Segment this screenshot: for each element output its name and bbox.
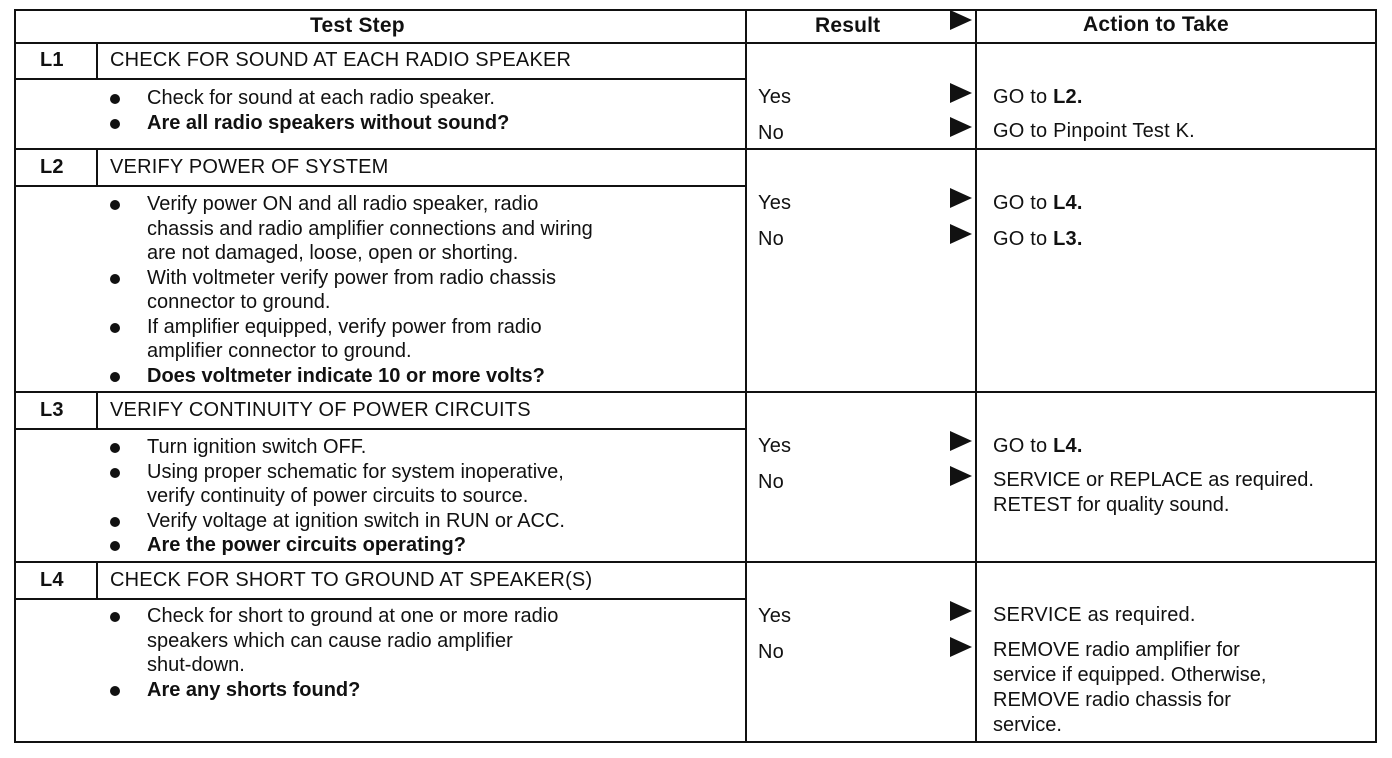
- row-divider: [14, 391, 1377, 393]
- list-item: [110, 111, 730, 136]
- step-bullets: [110, 192, 730, 388]
- l4-title-bottom: [14, 598, 746, 600]
- arrow-icon: [950, 431, 972, 451]
- action-no: SERVICE or REPLACE as required. RETEST for quality sound.: [993, 469, 1314, 516]
- bullet-text: Turn ignition switch OFF.: [147, 436, 367, 458]
- bullet-icon: [110, 686, 120, 696]
- step-id: L4: [40, 569, 64, 591]
- list-item: [110, 533, 730, 558]
- step-bullets: [110, 435, 730, 558]
- action-yes: GO to L4.: [993, 192, 1083, 214]
- bullet-text: Check for short to ground at one or more radio speakers which can cause radio amplifier shut-down.: [147, 605, 559, 676]
- action-no: GO to Pinpoint Test K.: [993, 120, 1195, 142]
- row-divider: [14, 561, 1377, 563]
- bullet-question: Does voltmeter indicate 10 or more volts?: [147, 364, 545, 387]
- table-bottom-border: [14, 741, 1377, 743]
- result-yes: Yes: [758, 605, 792, 627]
- arrow-icon: [950, 224, 972, 244]
- step-id: L1: [40, 49, 64, 71]
- step-title: CHECK FOR SOUND AT EACH RADIO SPEAKER: [110, 49, 572, 71]
- list-item: [110, 192, 730, 266]
- step-title: CHECK FOR SHORT TO GROUND AT SPEAKER(S): [110, 569, 593, 591]
- header-divider: [14, 42, 1377, 44]
- action-yes: SERVICE as required.: [993, 604, 1196, 626]
- step-title: VERIFY CONTINUITY OF POWER CIRCUITS: [110, 399, 531, 421]
- table-left-border: [14, 9, 16, 743]
- list-item: [110, 604, 730, 678]
- action-no: GO to L3.: [993, 228, 1083, 250]
- bullet-icon: [110, 200, 120, 210]
- header-arrow-icon: [950, 10, 972, 30]
- header-test-step: Test Step: [310, 14, 405, 37]
- arrow-icon: [950, 188, 972, 208]
- bullet-icon: [110, 541, 120, 551]
- bullet-text: Check for sound at each radio speaker.: [147, 87, 495, 109]
- arrow-icon: [950, 637, 972, 657]
- list-item: [110, 86, 730, 111]
- l2-title-bottom: [14, 185, 746, 187]
- list-item: [110, 460, 730, 509]
- bullet-question: Are any shorts found?: [147, 678, 361, 701]
- result-yes: Yes: [758, 86, 792, 108]
- result-no: No: [758, 471, 784, 493]
- bullet-text: Verify power ON and all radio speaker, radio chassis and radio amplifier connections and wiring are not damaged, loose, open or shorting.: [147, 193, 593, 264]
- list-item: [110, 364, 730, 389]
- arrow-icon: [950, 466, 972, 486]
- row-divider: [14, 148, 1377, 150]
- l1-id-divider: [96, 42, 98, 80]
- bullet-icon: [110, 468, 120, 478]
- bullet-text: Using proper schematic for system inoperative, verify continuity of power circuits to source.: [147, 460, 564, 507]
- l1-title-bottom: [14, 78, 746, 80]
- arrow-icon: [950, 601, 972, 621]
- bullet-icon: [110, 94, 120, 104]
- arrow-icon: [950, 117, 972, 137]
- step-id: L2: [40, 156, 64, 178]
- step-title: VERIFY POWER OF SYSTEM: [110, 156, 389, 178]
- bullet-text: If amplifier equipped, verify power from radio amplifier connector to ground.: [147, 315, 542, 362]
- result-no: No: [758, 228, 784, 250]
- l2-id-divider: [96, 148, 98, 187]
- l4-id-divider: [96, 561, 98, 600]
- bullet-question: Are the power circuits operating?: [147, 534, 466, 556]
- action-yes: GO to L4.: [993, 435, 1083, 457]
- header-result: Result: [815, 14, 881, 37]
- bullet-icon: [110, 274, 120, 284]
- list-item: [110, 509, 730, 534]
- bullet-icon: [110, 443, 120, 453]
- l3-title-bottom: [14, 428, 746, 430]
- result-yes: Yes: [758, 435, 792, 457]
- bullet-icon: [110, 119, 120, 129]
- step-bullets: [110, 86, 730, 135]
- bullet-icon: [110, 517, 120, 527]
- bullet-text: With voltmeter verify power from radio chassis connector to ground.: [147, 266, 557, 313]
- step-id: L3: [40, 399, 64, 421]
- arrow-icon: [950, 83, 972, 103]
- action-yes: GO to L2.: [993, 86, 1083, 108]
- col-divider-action: [975, 9, 977, 743]
- list-item: [110, 266, 730, 315]
- bullet-icon: [110, 612, 120, 622]
- list-item: [110, 435, 730, 460]
- list-item: [110, 678, 730, 703]
- bullet-icon: [110, 323, 120, 333]
- list-item: [110, 315, 730, 364]
- bullet-text: Verify voltage at ignition switch in RUN or ACC.: [147, 509, 565, 532]
- result-no: No: [758, 641, 784, 663]
- result-no: No: [758, 122, 784, 144]
- col-divider-result: [745, 9, 747, 743]
- header-action: Action to Take: [1083, 13, 1229, 36]
- bullet-icon: [110, 372, 120, 382]
- result-yes: Yes: [758, 192, 792, 214]
- bullet-question: Are all radio speakers without sound?: [147, 111, 510, 134]
- step-bullets: [110, 604, 730, 702]
- action-no: REMOVE radio amplifier for service if equipped. Otherwise, REMOVE radio chassis for service.: [993, 639, 1267, 736]
- l3-id-divider: [96, 391, 98, 430]
- table-right-border: [1375, 9, 1377, 743]
- table-top-border: [14, 9, 1377, 11]
